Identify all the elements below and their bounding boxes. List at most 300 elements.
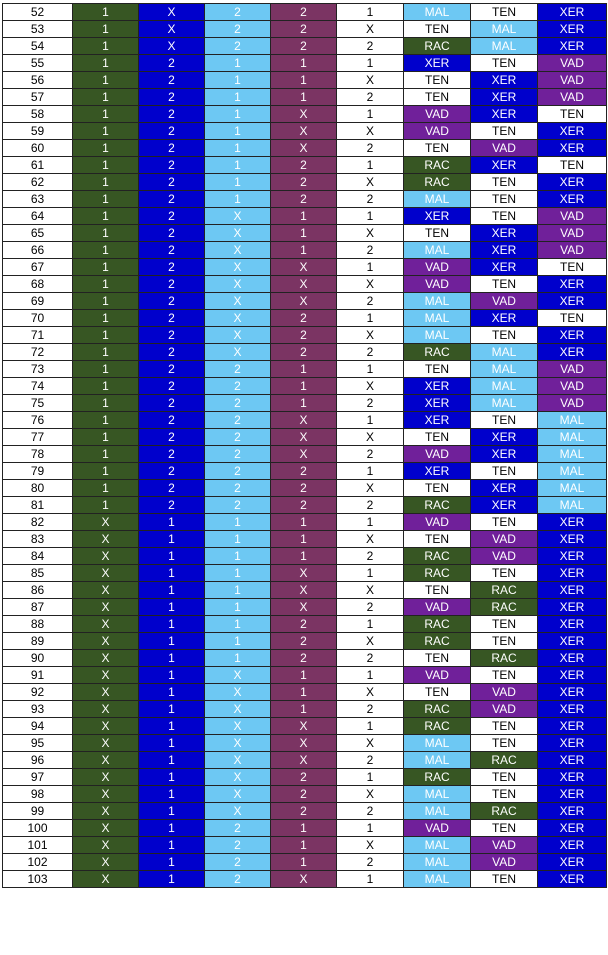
label-2-cell: VAD bbox=[471, 684, 538, 701]
col-e-cell: 1 bbox=[337, 769, 404, 786]
col-b-cell: 1 bbox=[139, 565, 205, 582]
col-d-cell: X bbox=[271, 752, 337, 769]
col-d-cell: 2 bbox=[271, 650, 337, 667]
label-3-cell: XER bbox=[538, 599, 607, 616]
label-1-cell: XER bbox=[404, 378, 471, 395]
col-a-cell: 1 bbox=[73, 395, 139, 412]
table-row bbox=[3, 752, 607, 769]
col-c-cell: 2 bbox=[205, 4, 271, 21]
col-e-cell: 2 bbox=[337, 38, 404, 55]
col-d-cell: X bbox=[271, 293, 337, 310]
label-1-cell: MAL bbox=[404, 4, 471, 21]
col-a-cell: X bbox=[73, 616, 139, 633]
table-row bbox=[3, 429, 607, 446]
label-3-cell: XER bbox=[538, 650, 607, 667]
label-3-cell: XER bbox=[538, 327, 607, 344]
col-b-cell: 2 bbox=[139, 72, 205, 89]
label-1-cell: RAC bbox=[404, 565, 471, 582]
label-3-cell: VAD bbox=[538, 225, 607, 242]
col-c-cell: 1 bbox=[205, 633, 271, 650]
label-3-cell: XER bbox=[538, 769, 607, 786]
col-d-cell: X bbox=[271, 871, 337, 888]
label-1-cell: MAL bbox=[404, 803, 471, 820]
col-c-cell: X bbox=[205, 225, 271, 242]
row-number-cell: 95 bbox=[3, 735, 73, 752]
table-row bbox=[3, 72, 607, 89]
row-number-cell: 77 bbox=[3, 429, 73, 446]
col-b-cell: 1 bbox=[139, 854, 205, 871]
row-number-cell: 55 bbox=[3, 55, 73, 72]
col-d-cell: 2 bbox=[271, 21, 337, 38]
col-e-cell: X bbox=[337, 21, 404, 38]
table-row bbox=[3, 769, 607, 786]
label-3-cell: XER bbox=[538, 735, 607, 752]
table-row bbox=[3, 89, 607, 106]
col-c-cell: 1 bbox=[205, 89, 271, 106]
label-3-cell: XER bbox=[538, 616, 607, 633]
label-2-cell: TEN bbox=[471, 463, 538, 480]
col-e-cell: 2 bbox=[337, 854, 404, 871]
label-3-cell: VAD bbox=[538, 395, 607, 412]
label-3-cell: XER bbox=[538, 123, 607, 140]
table-row bbox=[3, 667, 607, 684]
label-1-cell: VAD bbox=[404, 446, 471, 463]
row-number-cell: 93 bbox=[3, 701, 73, 718]
label-2-cell: TEN bbox=[471, 4, 538, 21]
col-c-cell: 2 bbox=[205, 378, 271, 395]
label-3-cell: VAD bbox=[538, 55, 607, 72]
label-2-cell: TEN bbox=[471, 208, 538, 225]
label-2-cell: XER bbox=[471, 106, 538, 123]
row-number-cell: 73 bbox=[3, 361, 73, 378]
row-number-cell: 74 bbox=[3, 378, 73, 395]
col-e-cell: 1 bbox=[337, 820, 404, 837]
col-a-cell: X bbox=[73, 803, 139, 820]
col-b-cell: 2 bbox=[139, 480, 205, 497]
label-3-cell: MAL bbox=[538, 463, 607, 480]
table-row bbox=[3, 565, 607, 582]
label-2-cell: TEN bbox=[471, 565, 538, 582]
label-2-cell: XER bbox=[471, 225, 538, 242]
label-1-cell: RAC bbox=[404, 344, 471, 361]
row-number-cell: 70 bbox=[3, 310, 73, 327]
col-c-cell: 1 bbox=[205, 191, 271, 208]
col-b-cell: X bbox=[139, 21, 205, 38]
label-3-cell: TEN bbox=[538, 310, 607, 327]
col-b-cell: 1 bbox=[139, 616, 205, 633]
label-1-cell: TEN bbox=[404, 361, 471, 378]
col-c-cell: 1 bbox=[205, 106, 271, 123]
col-e-cell: 2 bbox=[337, 701, 404, 718]
col-e-cell: 1 bbox=[337, 616, 404, 633]
col-b-cell: 1 bbox=[139, 514, 205, 531]
table-row bbox=[3, 497, 607, 514]
col-b-cell: 2 bbox=[139, 174, 205, 191]
label-3-cell: XER bbox=[538, 837, 607, 854]
row-number-cell: 64 bbox=[3, 208, 73, 225]
col-b-cell: X bbox=[139, 4, 205, 21]
col-c-cell: X bbox=[205, 735, 271, 752]
label-1-cell: MAL bbox=[404, 735, 471, 752]
col-c-cell: 1 bbox=[205, 514, 271, 531]
label-1-cell: XER bbox=[404, 208, 471, 225]
label-2-cell: TEN bbox=[471, 633, 538, 650]
col-a-cell: X bbox=[73, 684, 139, 701]
col-a-cell: X bbox=[73, 820, 139, 837]
label-1-cell: XER bbox=[404, 463, 471, 480]
table-row bbox=[3, 106, 607, 123]
col-d-cell: 1 bbox=[271, 701, 337, 718]
table-row bbox=[3, 242, 607, 259]
col-a-cell: X bbox=[73, 650, 139, 667]
label-2-cell: VAD bbox=[471, 701, 538, 718]
label-2-cell: XER bbox=[471, 89, 538, 106]
col-b-cell: 1 bbox=[139, 786, 205, 803]
col-c-cell: 1 bbox=[205, 582, 271, 599]
col-c-cell: 2 bbox=[205, 497, 271, 514]
label-1-cell: RAC bbox=[404, 701, 471, 718]
row-number-cell: 71 bbox=[3, 327, 73, 344]
label-2-cell: XER bbox=[471, 157, 538, 174]
label-3-cell: TEN bbox=[538, 259, 607, 276]
col-e-cell: 2 bbox=[337, 752, 404, 769]
col-a-cell: 1 bbox=[73, 4, 139, 21]
row-number-cell: 96 bbox=[3, 752, 73, 769]
table-row bbox=[3, 174, 607, 191]
label-2-cell: VAD bbox=[471, 548, 538, 565]
row-number-cell: 61 bbox=[3, 157, 73, 174]
col-d-cell: 2 bbox=[271, 174, 337, 191]
table-row bbox=[3, 650, 607, 667]
col-c-cell: 2 bbox=[205, 820, 271, 837]
col-e-cell: X bbox=[337, 72, 404, 89]
label-1-cell: MAL bbox=[404, 837, 471, 854]
col-c-cell: X bbox=[205, 684, 271, 701]
table-row bbox=[3, 514, 607, 531]
col-d-cell: 2 bbox=[271, 4, 337, 21]
col-d-cell: 1 bbox=[271, 208, 337, 225]
label-2-cell: RAC bbox=[471, 752, 538, 769]
col-a-cell: X bbox=[73, 667, 139, 684]
col-c-cell: X bbox=[205, 276, 271, 293]
label-3-cell: MAL bbox=[538, 412, 607, 429]
col-c-cell: 1 bbox=[205, 565, 271, 582]
col-c-cell: X bbox=[205, 327, 271, 344]
label-3-cell: VAD bbox=[538, 72, 607, 89]
col-d-cell: 2 bbox=[271, 786, 337, 803]
col-b-cell: 1 bbox=[139, 667, 205, 684]
label-3-cell: XER bbox=[538, 531, 607, 548]
col-a-cell: 1 bbox=[73, 480, 139, 497]
row-number-cell: 60 bbox=[3, 140, 73, 157]
col-b-cell: X bbox=[139, 38, 205, 55]
col-a-cell: X bbox=[73, 735, 139, 752]
label-1-cell: TEN bbox=[404, 225, 471, 242]
col-e-cell: X bbox=[337, 276, 404, 293]
col-c-cell: 1 bbox=[205, 140, 271, 157]
label-1-cell: TEN bbox=[404, 72, 471, 89]
label-1-cell: TEN bbox=[404, 650, 471, 667]
col-a-cell: 1 bbox=[73, 140, 139, 157]
label-3-cell: XER bbox=[538, 684, 607, 701]
col-b-cell: 2 bbox=[139, 395, 205, 412]
label-1-cell: VAD bbox=[404, 123, 471, 140]
label-1-cell: TEN bbox=[404, 480, 471, 497]
col-c-cell: 2 bbox=[205, 480, 271, 497]
col-c-cell: 2 bbox=[205, 871, 271, 888]
row-number-cell: 103 bbox=[3, 871, 73, 888]
label-1-cell: TEN bbox=[404, 684, 471, 701]
table-row bbox=[3, 837, 607, 854]
col-a-cell: 1 bbox=[73, 242, 139, 259]
table-row bbox=[3, 531, 607, 548]
label-3-cell: MAL bbox=[538, 497, 607, 514]
combination-table bbox=[2, 3, 607, 888]
table-row bbox=[3, 378, 607, 395]
col-c-cell: 1 bbox=[205, 174, 271, 191]
col-d-cell: 2 bbox=[271, 310, 337, 327]
label-2-cell: TEN bbox=[471, 412, 538, 429]
col-a-cell: X bbox=[73, 854, 139, 871]
col-e-cell: 1 bbox=[337, 4, 404, 21]
col-b-cell: 2 bbox=[139, 242, 205, 259]
col-c-cell: X bbox=[205, 667, 271, 684]
label-1-cell: TEN bbox=[404, 89, 471, 106]
col-c-cell: X bbox=[205, 701, 271, 718]
table-row bbox=[3, 871, 607, 888]
table-row bbox=[3, 310, 607, 327]
table-row bbox=[3, 55, 607, 72]
label-1-cell: RAC bbox=[404, 497, 471, 514]
col-d-cell: 1 bbox=[271, 89, 337, 106]
col-d-cell: 2 bbox=[271, 497, 337, 514]
col-e-cell: 1 bbox=[337, 208, 404, 225]
label-1-cell: RAC bbox=[404, 616, 471, 633]
col-a-cell: X bbox=[73, 871, 139, 888]
table-row bbox=[3, 327, 607, 344]
label-1-cell: VAD bbox=[404, 106, 471, 123]
col-b-cell: 1 bbox=[139, 531, 205, 548]
label-1-cell: VAD bbox=[404, 259, 471, 276]
row-number-cell: 100 bbox=[3, 820, 73, 837]
col-d-cell: 1 bbox=[271, 55, 337, 72]
row-number-cell: 59 bbox=[3, 123, 73, 140]
col-c-cell: 2 bbox=[205, 463, 271, 480]
label-3-cell: XER bbox=[538, 786, 607, 803]
row-number-cell: 99 bbox=[3, 803, 73, 820]
table-row bbox=[3, 446, 607, 463]
col-d-cell: X bbox=[271, 718, 337, 735]
col-a-cell: 1 bbox=[73, 446, 139, 463]
table-row bbox=[3, 582, 607, 599]
label-3-cell: TEN bbox=[538, 106, 607, 123]
label-2-cell: MAL bbox=[471, 395, 538, 412]
col-d-cell: 2 bbox=[271, 463, 337, 480]
label-2-cell: XER bbox=[471, 480, 538, 497]
label-1-cell: VAD bbox=[404, 514, 471, 531]
col-e-cell: 2 bbox=[337, 344, 404, 361]
col-a-cell: 1 bbox=[73, 174, 139, 191]
col-a-cell: X bbox=[73, 548, 139, 565]
col-a-cell: 1 bbox=[73, 21, 139, 38]
row-number-cell: 56 bbox=[3, 72, 73, 89]
col-e-cell: 1 bbox=[337, 565, 404, 582]
row-number-cell: 84 bbox=[3, 548, 73, 565]
col-a-cell: X bbox=[73, 718, 139, 735]
label-3-cell: XER bbox=[538, 718, 607, 735]
label-2-cell: VAD bbox=[471, 854, 538, 871]
label-3-cell: MAL bbox=[538, 480, 607, 497]
label-1-cell: RAC bbox=[404, 38, 471, 55]
row-number-cell: 85 bbox=[3, 565, 73, 582]
table-row bbox=[3, 548, 607, 565]
col-e-cell: 1 bbox=[337, 55, 404, 72]
col-e-cell: X bbox=[337, 480, 404, 497]
row-number-cell: 83 bbox=[3, 531, 73, 548]
col-d-cell: X bbox=[271, 582, 337, 599]
label-2-cell: VAD bbox=[471, 531, 538, 548]
label-3-cell: XER bbox=[538, 21, 607, 38]
col-d-cell: 1 bbox=[271, 667, 337, 684]
col-b-cell: 2 bbox=[139, 293, 205, 310]
col-a-cell: 1 bbox=[73, 361, 139, 378]
row-number-cell: 91 bbox=[3, 667, 73, 684]
row-number-cell: 81 bbox=[3, 497, 73, 514]
col-a-cell: 1 bbox=[73, 463, 139, 480]
col-a-cell: 1 bbox=[73, 344, 139, 361]
col-d-cell: 2 bbox=[271, 480, 337, 497]
table-row bbox=[3, 4, 607, 21]
col-c-cell: 2 bbox=[205, 429, 271, 446]
row-number-cell: 80 bbox=[3, 480, 73, 497]
col-a-cell: 1 bbox=[73, 208, 139, 225]
col-e-cell: 1 bbox=[337, 514, 404, 531]
col-c-cell: 2 bbox=[205, 837, 271, 854]
row-number-cell: 94 bbox=[3, 718, 73, 735]
table-row bbox=[3, 616, 607, 633]
col-d-cell: X bbox=[271, 412, 337, 429]
table-row bbox=[3, 480, 607, 497]
col-c-cell: 1 bbox=[205, 55, 271, 72]
col-e-cell: 2 bbox=[337, 548, 404, 565]
col-b-cell: 1 bbox=[139, 650, 205, 667]
label-2-cell: VAD bbox=[471, 293, 538, 310]
col-b-cell: 1 bbox=[139, 701, 205, 718]
label-2-cell: MAL bbox=[471, 21, 538, 38]
col-c-cell: 2 bbox=[205, 395, 271, 412]
label-2-cell: TEN bbox=[471, 174, 538, 191]
col-d-cell: 1 bbox=[271, 548, 337, 565]
col-c-cell: X bbox=[205, 786, 271, 803]
col-a-cell: X bbox=[73, 769, 139, 786]
col-d-cell: 2 bbox=[271, 633, 337, 650]
col-e-cell: 2 bbox=[337, 803, 404, 820]
col-b-cell: 1 bbox=[139, 582, 205, 599]
col-a-cell: X bbox=[73, 599, 139, 616]
col-a-cell: 1 bbox=[73, 157, 139, 174]
col-b-cell: 1 bbox=[139, 599, 205, 616]
col-e-cell: 1 bbox=[337, 667, 404, 684]
col-a-cell: 1 bbox=[73, 310, 139, 327]
col-d-cell: 1 bbox=[271, 242, 337, 259]
col-c-cell: 2 bbox=[205, 21, 271, 38]
table-row bbox=[3, 854, 607, 871]
col-b-cell: 2 bbox=[139, 89, 205, 106]
label-2-cell: RAC bbox=[471, 599, 538, 616]
row-number-cell: 98 bbox=[3, 786, 73, 803]
table-row bbox=[3, 344, 607, 361]
col-d-cell: 2 bbox=[271, 157, 337, 174]
label-3-cell: XER bbox=[538, 140, 607, 157]
label-1-cell: MAL bbox=[404, 786, 471, 803]
label-1-cell: TEN bbox=[404, 582, 471, 599]
col-d-cell: X bbox=[271, 123, 337, 140]
col-d-cell: 1 bbox=[271, 531, 337, 548]
col-a-cell: X bbox=[73, 752, 139, 769]
label-1-cell: MAL bbox=[404, 293, 471, 310]
label-1-cell: TEN bbox=[404, 140, 471, 157]
label-3-cell: VAD bbox=[538, 361, 607, 378]
col-b-cell: 2 bbox=[139, 191, 205, 208]
label-2-cell: TEN bbox=[471, 123, 538, 140]
label-3-cell: XER bbox=[538, 582, 607, 599]
row-number-cell: 58 bbox=[3, 106, 73, 123]
label-2-cell: RAC bbox=[471, 803, 538, 820]
col-b-cell: 1 bbox=[139, 752, 205, 769]
col-b-cell: 2 bbox=[139, 276, 205, 293]
col-d-cell: 1 bbox=[271, 378, 337, 395]
label-3-cell: XER bbox=[538, 514, 607, 531]
row-number-cell: 62 bbox=[3, 174, 73, 191]
col-b-cell: 1 bbox=[139, 548, 205, 565]
col-e-cell: 2 bbox=[337, 191, 404, 208]
col-c-cell: 2 bbox=[205, 446, 271, 463]
label-2-cell: TEN bbox=[471, 616, 538, 633]
table-row bbox=[3, 259, 607, 276]
col-e-cell: X bbox=[337, 786, 404, 803]
label-3-cell: VAD bbox=[538, 89, 607, 106]
col-d-cell: 2 bbox=[271, 769, 337, 786]
col-a-cell: X bbox=[73, 582, 139, 599]
col-c-cell: 1 bbox=[205, 599, 271, 616]
col-c-cell: 1 bbox=[205, 157, 271, 174]
col-b-cell: 2 bbox=[139, 310, 205, 327]
label-3-cell: MAL bbox=[538, 446, 607, 463]
col-d-cell: 2 bbox=[271, 327, 337, 344]
label-3-cell: XER bbox=[538, 191, 607, 208]
row-number-cell: 76 bbox=[3, 412, 73, 429]
col-d-cell: X bbox=[271, 565, 337, 582]
label-1-cell: MAL bbox=[404, 191, 471, 208]
label-3-cell: VAD bbox=[538, 242, 607, 259]
table-row bbox=[3, 225, 607, 242]
row-number-cell: 57 bbox=[3, 89, 73, 106]
col-b-cell: 1 bbox=[139, 820, 205, 837]
table-body bbox=[3, 4, 607, 888]
col-b-cell: 1 bbox=[139, 684, 205, 701]
label-3-cell: XER bbox=[538, 752, 607, 769]
label-2-cell: TEN bbox=[471, 327, 538, 344]
row-number-cell: 101 bbox=[3, 837, 73, 854]
row-number-cell: 65 bbox=[3, 225, 73, 242]
col-c-cell: 1 bbox=[205, 72, 271, 89]
row-number-cell: 79 bbox=[3, 463, 73, 480]
col-c-cell: X bbox=[205, 718, 271, 735]
col-e-cell: 2 bbox=[337, 395, 404, 412]
col-a-cell: 1 bbox=[73, 497, 139, 514]
row-number-cell: 88 bbox=[3, 616, 73, 633]
col-c-cell: 2 bbox=[205, 38, 271, 55]
